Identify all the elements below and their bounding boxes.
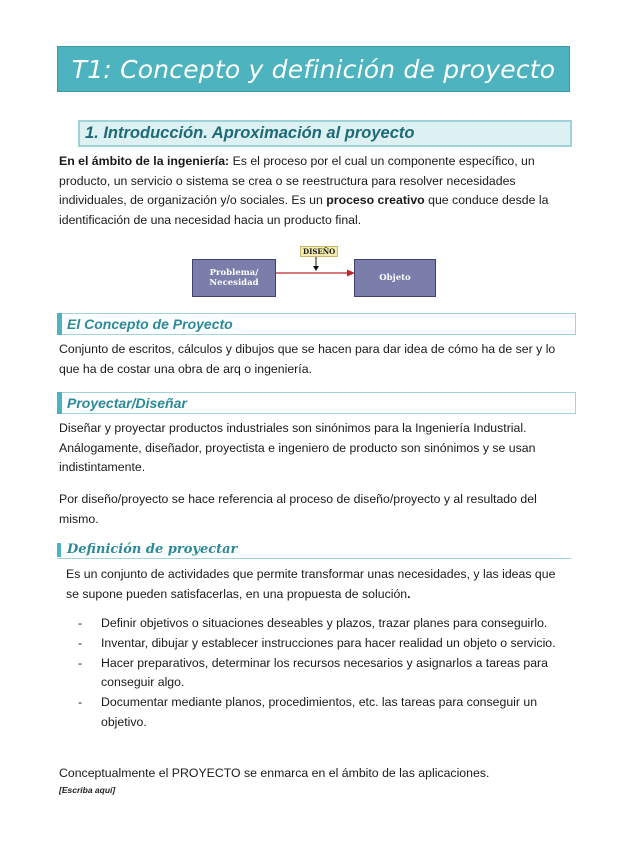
section-heading-proyectar: Proyectar/Diseñar	[57, 392, 576, 414]
definicion-intro-end: .	[407, 586, 411, 601]
intro-text-b: que conduce desde la identificación de una necesidad hacia un producto final.	[59, 193, 549, 227]
diagram-box-objeto: Objeto	[354, 259, 436, 297]
bullet-text: Definir objetivos o situaciones deseables y plazos, trazar planes para conseguirlo.	[101, 616, 548, 630]
intro-lead-bold: En el ámbito de la ingeniería:	[59, 154, 230, 168]
list-item	[78, 654, 578, 694]
bullet-dash: -	[78, 695, 83, 710]
concepto-paragraph: Conjunto de escritos, cálculos y dibujos que se hacen para dar idea de cómo ha de ser y lo que ha de costar una obra de arq o ingeniería.	[59, 342, 556, 376]
list-item	[78, 693, 578, 733]
definicion-bullet-list	[78, 614, 578, 733]
intro-paragraph	[59, 152, 574, 230]
list-item	[78, 634, 578, 654]
design-diagram	[190, 244, 440, 300]
bullet-text: Hacer preparativos, determinar los recursos necesarios y asignarlos a tareas para conseguir algo.	[101, 655, 548, 690]
box-problema-line2: Necesidad	[209, 278, 259, 288]
diagram-tag-diseno: DISEÑO	[300, 246, 338, 257]
box-problema-line1: Problema/	[209, 268, 259, 278]
definicion-intro-text: Es un conjunto de actividades que permite transformar unas necesidades, y las ideas que se supone pueden satisfacerlas, en una propuesta de solución	[66, 567, 556, 601]
definicion-intro	[66, 565, 566, 604]
bullet-text: Documentar mediante planos, procedimientos, etc. las tareas para conseguir un objetivo.	[101, 695, 538, 729]
intro-bold-mid: proceso creativo	[326, 193, 425, 207]
bullet-dash: -	[78, 635, 83, 650]
section-heading-introduccion: 1. Introducción. Aproximación al proyecto	[78, 120, 572, 147]
footer-placeholder: [Escriba aquí]	[59, 785, 116, 795]
bullet-text: Inventar, dibujar y establecer instrucciones para hacer realidad un objeto o servicio.	[101, 635, 556, 650]
diagram-box-problema	[192, 259, 276, 297]
down-arrowhead-icon	[313, 266, 319, 271]
section-heading-definicion: Definición de proyectar	[57, 540, 571, 559]
proyectar-paragraph-2: Por diseño/proyecto se hace referencia al proceso de diseño/proyecto y al resultado del mismo.	[59, 492, 537, 526]
list-item	[78, 614, 578, 634]
closing-paragraph: Conceptualmente el PROYECTO se enmarca en el ámbito de las aplicaciones.	[59, 766, 490, 780]
bullet-dash: -	[78, 655, 83, 670]
intro-text-a: Es el proceso por el cual un componente específico, un producto, un servicio o sistema se crea o se reestructura para resolver necesidades individuales, de organización y/o sociales. Es un	[59, 154, 535, 207]
bullet-dash: -	[78, 616, 83, 630]
section-heading-concepto: El Concepto de Proyecto	[57, 313, 576, 335]
document-title: T1: Concepto y definición de proyecto	[57, 46, 570, 92]
proyectar-paragraph-1: Diseñar y proyectar productos industriales son sinónimos para la Ingeniería Industrial. Análogamente, diseñador, proyectista e ingeniero de producto son sinónimos y se usan indistintamente.	[59, 421, 536, 474]
